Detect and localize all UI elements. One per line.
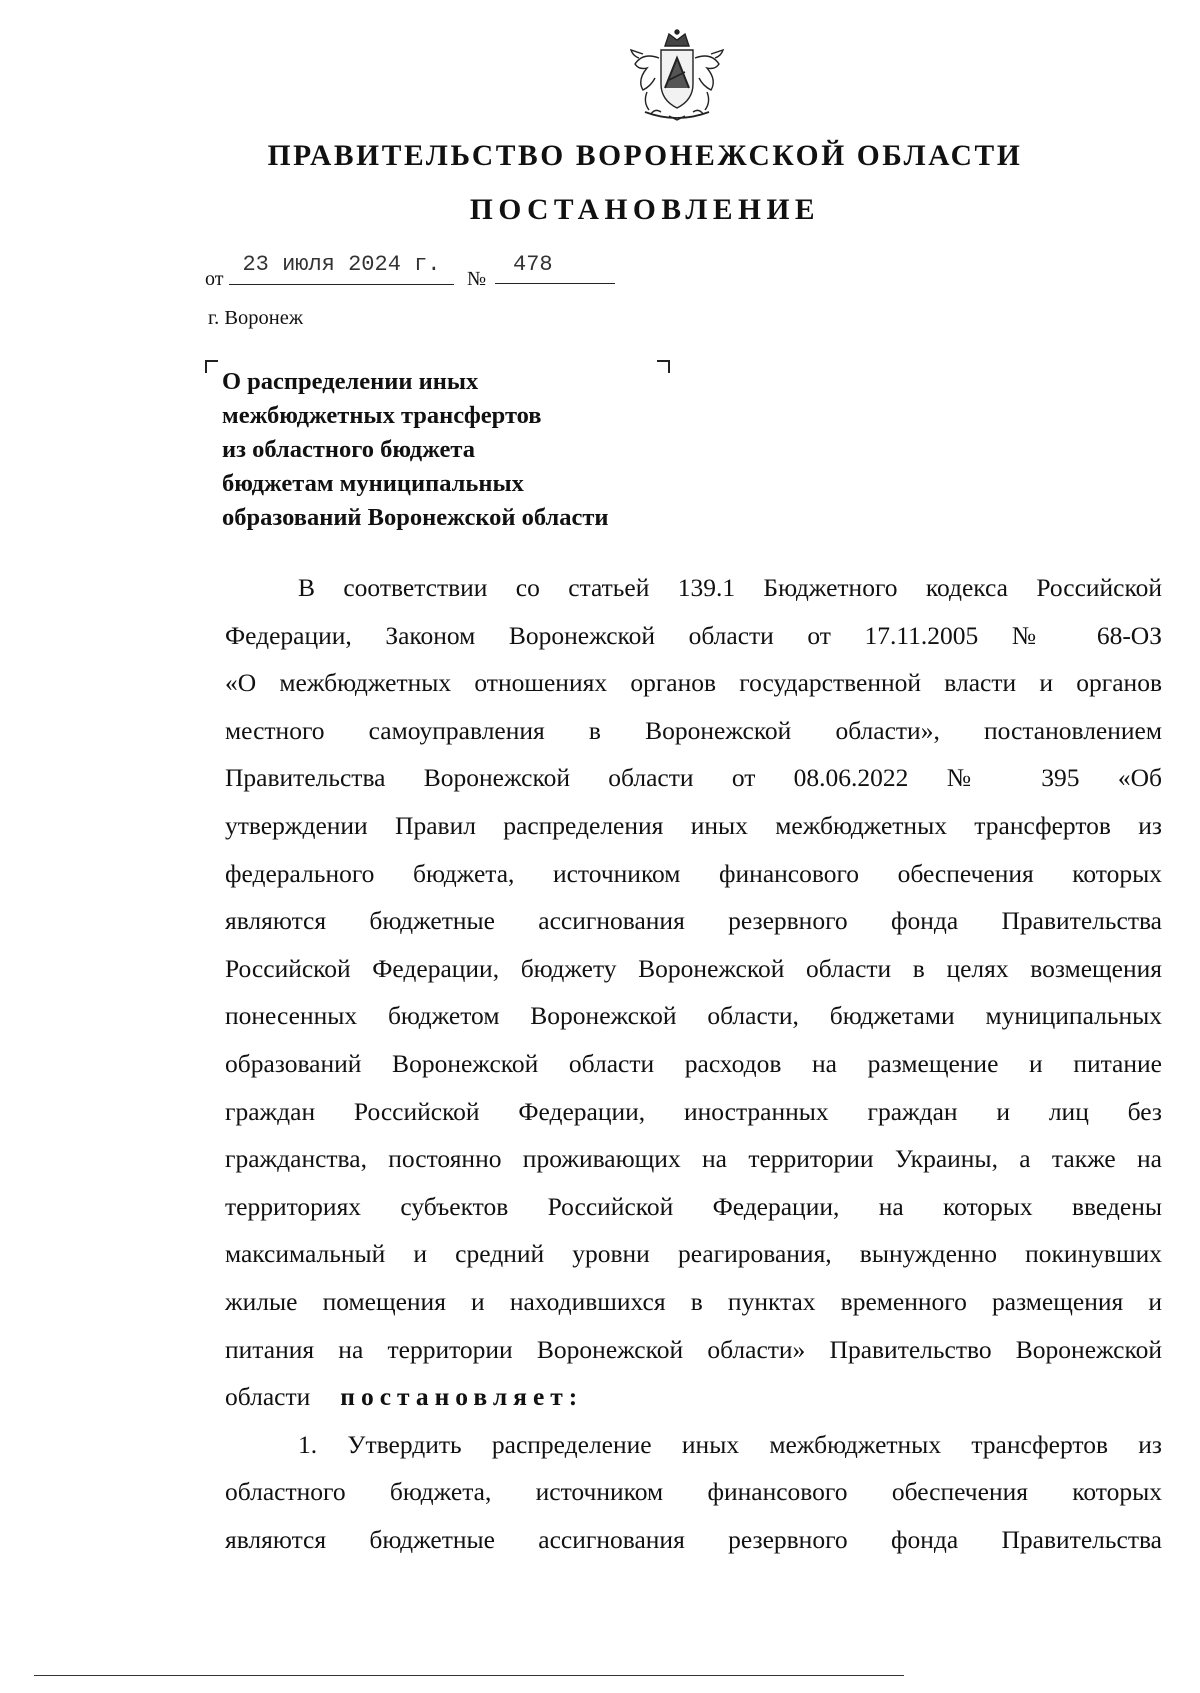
text-line: территориях субъектов Российской Федерации, на которых введены xyxy=(225,1191,1162,1221)
text-line: Федерации, Законом Воронежской области от 17.11.2005 № 68-ОЗ xyxy=(225,620,1162,650)
footer-divider xyxy=(34,1675,904,1676)
title-line: образований Воронежской области xyxy=(222,504,609,531)
document-date: 23 июля 2024 г. xyxy=(229,250,454,285)
text-line: Российской Федерации, бюджету Воронежской области в целях возмещения xyxy=(225,953,1162,983)
text-line: питания на территории Воронежской области» Правительство Воронежской xyxy=(225,1334,1162,1364)
document-type: ПОСТАНОВЛЕНИЕ xyxy=(469,194,821,226)
text-line: гражданства, постоянно проживающих на территории Украины, а также на xyxy=(225,1144,1162,1174)
text-line: являются бюджетные ассигнования резервного фонда Правительства xyxy=(225,906,1162,936)
text-line: 1. Утвердить распределение иных межбюджетных трансфертов из xyxy=(298,1429,1162,1459)
from-label: от xyxy=(205,268,224,290)
document-title xyxy=(222,365,702,535)
text-line: местного самоуправления в Воронежской области», постановлением xyxy=(225,715,1162,745)
text-line: областного бюджета, источником финансового обеспечения которых xyxy=(225,1477,1162,1507)
text-line: утверждении Правил распределения иных межбюджетных трансфертов из xyxy=(225,810,1162,840)
organization-name: ПРАВИТЕЛЬСТВО ВОРОНЕЖСКОЙ ОБЛАСТИ xyxy=(267,140,1023,172)
resolves-prefix: области xyxy=(225,1382,311,1412)
resolves-word: постановляет: xyxy=(340,1382,584,1412)
text-line: являются бюджетные ассигнования резервного фонда Правительства xyxy=(225,1524,1162,1554)
coat-of-arms-emblem xyxy=(625,28,729,124)
text-line: максимальный и средний уровни реагирования, вынужденно покинувших xyxy=(225,1239,1162,1269)
text-line: понесенных бюджетом Воронежской области, бюджетами муниципальных xyxy=(225,1001,1162,1031)
city-name: г. Воронеж xyxy=(208,307,304,329)
text-line: граждан Российской Федерации, иностранных граждан и лиц без xyxy=(225,1096,1162,1126)
title-line: из областного бюджета xyxy=(222,436,476,463)
resolves-line xyxy=(225,1373,1162,1421)
title-line: бюджетам муниципальных xyxy=(222,470,524,497)
text-line: жилые помещения и находившихся в пунктах временного размещения и xyxy=(225,1286,1162,1316)
date-number-line xyxy=(205,250,685,290)
text-line: федерального бюджета, источником финансового обеспечения которых xyxy=(225,858,1162,888)
title-line: О распределении иных xyxy=(222,368,479,395)
document-body xyxy=(225,564,1162,1563)
document-number: 478 xyxy=(495,250,615,284)
text-line: В соответствии со статьей 139.1 Бюджетного кодекса Российской xyxy=(298,573,1162,602)
number-label: № xyxy=(467,268,487,290)
text-line: «О межбюджетных отношениях органов государственной власти и органов xyxy=(225,668,1162,698)
text-line: образований Воронежской области расходов на размещение и питание xyxy=(225,1048,1162,1078)
title-line: межбюджетных трансфертов xyxy=(222,402,542,429)
text-line: Правительства Воронежской области от 08.06.2022 № 395 «Об xyxy=(225,763,1162,793)
title-bracket-left xyxy=(205,360,218,373)
